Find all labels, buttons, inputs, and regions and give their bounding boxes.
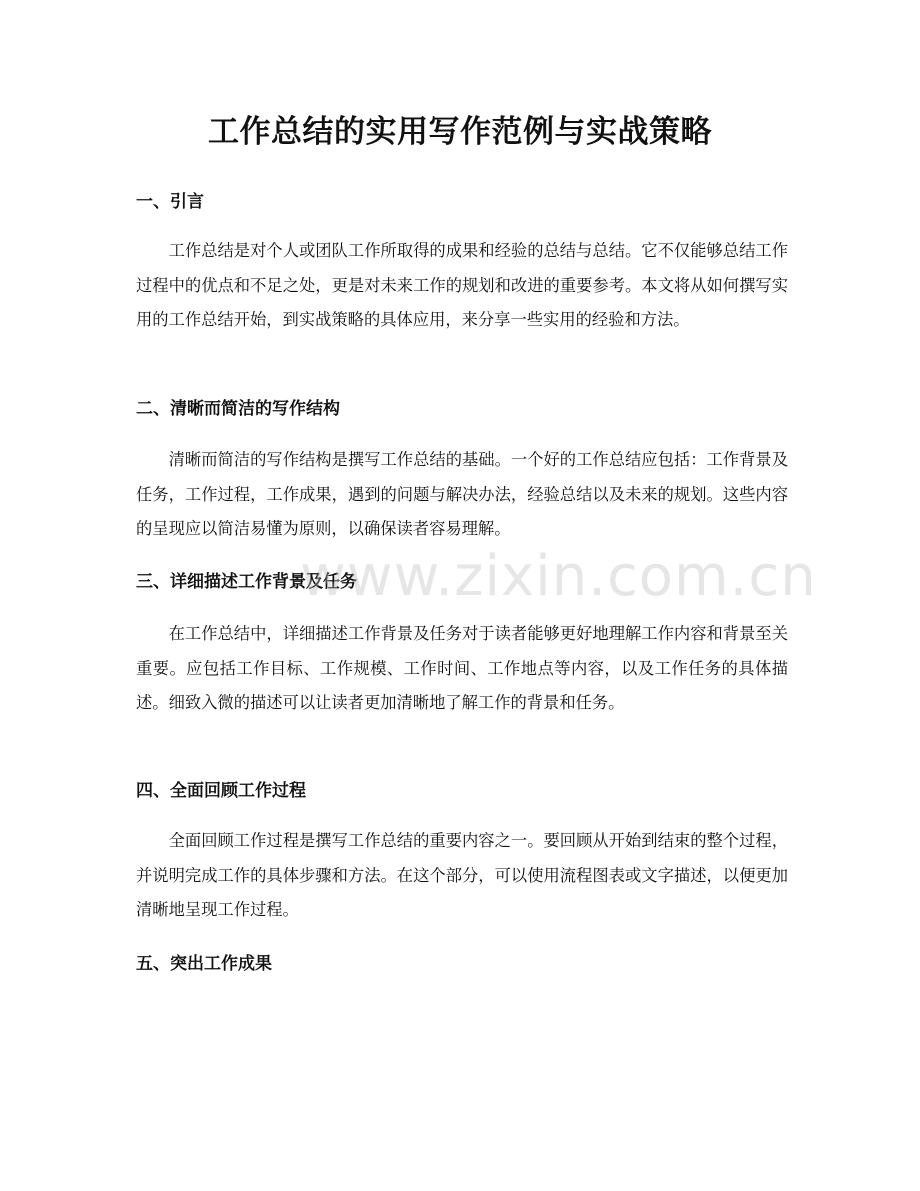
section-paragraph-structure: 清晰而简洁的写作结构是撰写工作总结的基础。一个好的工作总结应包括：工作背景及任务，工作过程，工作成果，遇到的问题与解决办法，经验总结以及未来的规划。这些内容的呈现应以简洁易懂为原则，以确保读者容易理解。 [136,450,788,538]
watermark-text: www.zixin.com.cn [300,544,817,609]
section-heading-process: 四、全面回顾工作过程 [136,781,306,801]
section-heading-introduction: 一、引言 [136,192,204,212]
section-heading-background: 三、详细描述工作背景及任务 [136,572,357,592]
section-paragraph-process: 全面回顾工作过程是撰写工作总结的重要内容之一。要回顾从开始到结束的整个过程，并说明完成工作的具体步骤和方法。在这个部分，可以使用流程图表或文字描述，以便更加清晰地呈现工作过程。 [136,831,788,919]
section-paragraph-introduction: 工作总结是对个人或团队工作所取得的成果和经验的总结与总结。它不仅能够总结工作过程中的优点和不足之处，更是对未来工作的规划和改进的重要参考。本文将从如何撰写实用的工作总结开始，到实战策略的具体应用，来分享一些实用的经验和方法。 [136,241,788,329]
section-heading-results: 五、突出工作成果 [136,954,272,974]
document-title: 工作总结的实用写作范例与实战策略 [208,114,712,150]
section-heading-structure: 二、清晰而简洁的写作结构 [136,399,340,419]
section-paragraph-background: 在工作总结中，详细描述工作背景及任务对于读者能够更好地理解工作内容和背景至关重要。应包括工作目标、工作规模、工作时间、工作地点等内容，以及工作任务的具体描述。细致入微的描述可以让读者更加清晰地了解工作的背景和任务。 [136,624,788,712]
